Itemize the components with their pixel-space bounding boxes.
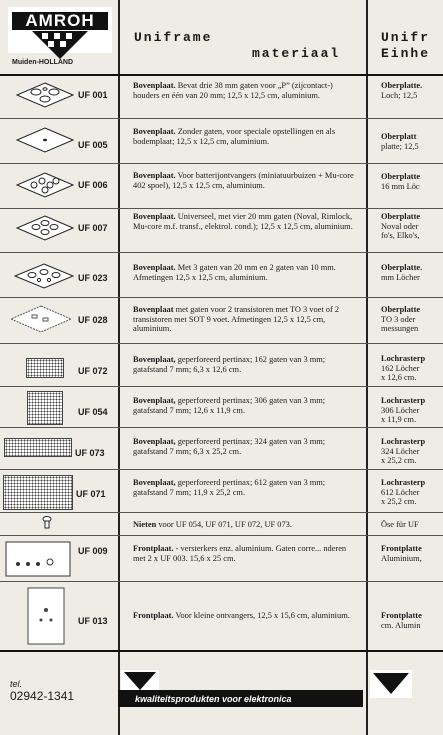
desc-text: Zonder gaten, voor speciale opstellingen en als bodemplaat; 12,5 x 12,5 cm, aluminium.: [133, 127, 336, 146]
logo-brand-name: AMROH: [12, 12, 108, 30]
row-divider: [0, 252, 443, 253]
de-text: Noval oder fo's, Elko's,: [381, 221, 420, 241]
amroh-logo: [8, 7, 116, 71]
product-description: [133, 81, 355, 100]
perforated-board-thumbnail: [26, 358, 64, 378]
de-title: Lochrasterp: [381, 354, 426, 363]
de-title: Lochrasterp: [381, 437, 426, 446]
desc-text: voor UF 054, UF 071, UF 072, UF 073.: [156, 520, 292, 529]
german-description: [381, 81, 443, 100]
desc-title: Bovenplaat,: [133, 478, 176, 487]
desc-title: Frontplaat.: [133, 611, 174, 620]
german-description: [381, 520, 443, 530]
plate-thumbnail-icon: [16, 172, 74, 198]
row-divider: [0, 297, 443, 298]
product-description: [133, 212, 355, 231]
de-title: Oberplatte.: [381, 81, 423, 90]
desc-title: Bovenplaat.: [133, 127, 176, 136]
de-title: Frontplatte: [381, 611, 422, 620]
footer-tagline: kwaliteitsprodukten voor elektronica: [135, 694, 292, 704]
desc-title: Bovenplaat.: [133, 171, 176, 180]
de-title: Oberplatte: [381, 305, 421, 314]
german-description: [381, 305, 443, 334]
logo-location: Muiden-HOLLAND: [12, 59, 74, 66]
de-text: Aluminium,: [381, 553, 422, 563]
product-code: UF 023: [78, 273, 108, 283]
german-description: [381, 354, 443, 383]
product-code: UF 071: [76, 489, 106, 499]
de-title: Oberplatte: [381, 172, 421, 181]
desc-title: Bovenplaat,: [133, 437, 176, 446]
desc-text: Bevat drie 38 mm gaten voor „P” (zijcontact-) houders en één van 20 mm; 12,5 x 12,5 cm, aluminium.: [133, 81, 333, 100]
de-title: Lochrasterp: [381, 396, 426, 405]
desc-title: Frontplaat.: [133, 544, 174, 553]
product-code: UF 006: [78, 180, 108, 190]
de-text: mm Löcher: [381, 272, 420, 282]
row-divider: [0, 469, 443, 470]
perforated-board-thumbnail: [3, 475, 73, 510]
product-description: [133, 520, 355, 530]
de-text: 612 Löcher x 25,2 cm.: [381, 487, 420, 507]
telephone-label: tel.: [10, 679, 23, 689]
desc-text: geperforeerd pertinax; 162 gaten van 3 mm; gatafstand 7 mm; 6,3 x 12,6 cm.: [133, 355, 326, 374]
product-description: [133, 544, 355, 563]
german-description: [381, 132, 443, 151]
desc-title: Bovenplaat.: [133, 81, 176, 90]
desc-text: Met 3 gaten van 20 mm en 2 gaten van 10 mm. Afmetingen 12,5 x 12,5 cm, aluminium.: [133, 263, 336, 282]
plate-thumbnail-icon: [16, 127, 74, 153]
desc-title: Bovenplaat,: [133, 355, 176, 364]
desc-title: Nieten: [133, 520, 157, 529]
plate-thumbnail-icon: [16, 215, 74, 241]
desc-title: Bovenplaat.: [133, 212, 176, 221]
de-title: Frontplatte: [381, 544, 422, 553]
product-code: UF 007: [78, 223, 108, 233]
de-title: Oberplatte: [381, 212, 421, 221]
german-description: [381, 396, 443, 425]
row-divider: [0, 535, 443, 536]
desc-title: Bovenplaat,: [133, 396, 176, 405]
product-code: UF 072: [78, 366, 108, 376]
row-divider: [0, 208, 443, 209]
row-divider: [0, 427, 443, 428]
row-divider: [0, 163, 443, 164]
de-text: TO 3 oder messungen: [381, 314, 419, 334]
row-divider: [0, 581, 443, 582]
desc-text: Universeel, met vier 20 mm gaten (Noval, Rimlock, Mu-core m.f. transf., elektrol. cond.); 12,5 x 12,5 cm, aluminium.: [133, 212, 353, 231]
desc-text: met gaten voor 2 transistoren met TO 3 voet of 2 transistoren met SOT 9 voet. Afmetingen 12,5 x 12,5 cm, aluminium.: [133, 305, 340, 334]
header-title-line1: Uniframe: [134, 30, 213, 45]
product-code: UF 054: [78, 407, 108, 417]
de-title: Oberplatt: [381, 132, 417, 141]
product-description: [133, 263, 355, 282]
product-code: UF 001: [78, 90, 108, 100]
de-text: 324 Löcher x 25,2 cm.: [381, 446, 420, 466]
plate-thumbnail-icon: [16, 82, 74, 108]
footer-logo-icon: [121, 670, 159, 692]
de-text: 306 Löcher x 11,9 cm.: [381, 405, 420, 425]
product-description: [133, 171, 355, 190]
column-divider-right: [366, 0, 368, 735]
product-description: [133, 437, 355, 456]
product-description: [133, 611, 355, 621]
header-right-title-line2: Einhe: [381, 46, 431, 61]
de-text: 162 Löcher x 12,6 cm.: [381, 363, 420, 383]
plate-thumbnail-icon: [14, 263, 74, 289]
product-description: [133, 305, 355, 334]
product-code: UF 028: [78, 315, 108, 325]
row-divider: [0, 118, 443, 119]
product-description: [133, 127, 355, 146]
german-description: [381, 478, 443, 507]
footer-rule: [0, 650, 443, 652]
de-text: Loch; 12,5: [381, 90, 418, 100]
german-description: [381, 611, 443, 630]
desc-text: - versterkers enz. aluminium. Gaten corre... nderen met 2 x UF 003. 15,6 x 25 cm.: [133, 544, 347, 563]
telephone-number: 02942-1341: [10, 689, 75, 703]
front-panel-thumbnail: [26, 586, 66, 646]
de-text: Öse für UF: [381, 520, 419, 529]
desc-text: Voor kleine ontvangers, 12,5 x 15,6 cm, aluminium.: [173, 611, 350, 620]
product-code: UF 013: [78, 616, 108, 626]
perforated-board-thumbnail: [27, 391, 63, 425]
desc-text: geperforeerd pertinax; 324 gaten van 3 mm; gatafstand 7 mm; 6,3 x 25,2 cm.: [133, 437, 326, 456]
desc-title: Bovenplaat: [133, 305, 174, 314]
row-divider: [0, 386, 443, 387]
product-description: [133, 396, 355, 415]
column-divider-left: [118, 0, 120, 735]
perforated-board-thumbnail: [4, 438, 72, 457]
de-text: 16 mm Löc: [381, 181, 420, 191]
row-divider: [0, 512, 443, 513]
row-divider: [0, 343, 443, 344]
header-rule: [0, 74, 443, 76]
german-description: [381, 544, 443, 563]
product-code: UF 005: [78, 140, 108, 150]
header-right-title-line1: Unifr: [381, 30, 431, 45]
desc-text: Voor batterijontvangers (miniatuurbuizen + Mu-core 402 spoel), 12,5 x 12,5 cm, aluminium.: [133, 171, 354, 190]
desc-text: geperforeerd pertinax; 612 gaten van 3 mm; gatafstand 7 mm; 11,9 x 25,2 cm.: [133, 478, 326, 497]
rivet-icon: [42, 516, 52, 530]
plate-thumbnail-icon: [10, 305, 72, 333]
de-title: Oberplatte.: [381, 263, 423, 272]
desc-text: geperforeerd pertinax; 306 gaten van 3 mm; gatafstand 7 mm; 12,6 x 11,9 cm.: [133, 396, 326, 415]
front-panel-thumbnail: [4, 538, 72, 580]
german-description: [381, 212, 443, 241]
header-title-line2: materiaal: [252, 46, 341, 61]
german-description: [381, 437, 443, 466]
de-title: Lochrasterp: [381, 478, 426, 487]
german-description: [381, 263, 443, 282]
german-description: [381, 172, 443, 191]
logo-checker-icon: [32, 31, 88, 59]
footer-logo-right-icon: [370, 670, 412, 698]
product-code: UF 009: [78, 546, 108, 556]
product-description: [133, 478, 355, 497]
desc-title: Bovenplaat.: [133, 263, 176, 272]
de-text: cm. Alumin: [381, 620, 421, 630]
product-description: [133, 355, 355, 374]
de-text: platte; 12,5: [381, 141, 419, 151]
product-code: UF 073: [75, 448, 105, 458]
